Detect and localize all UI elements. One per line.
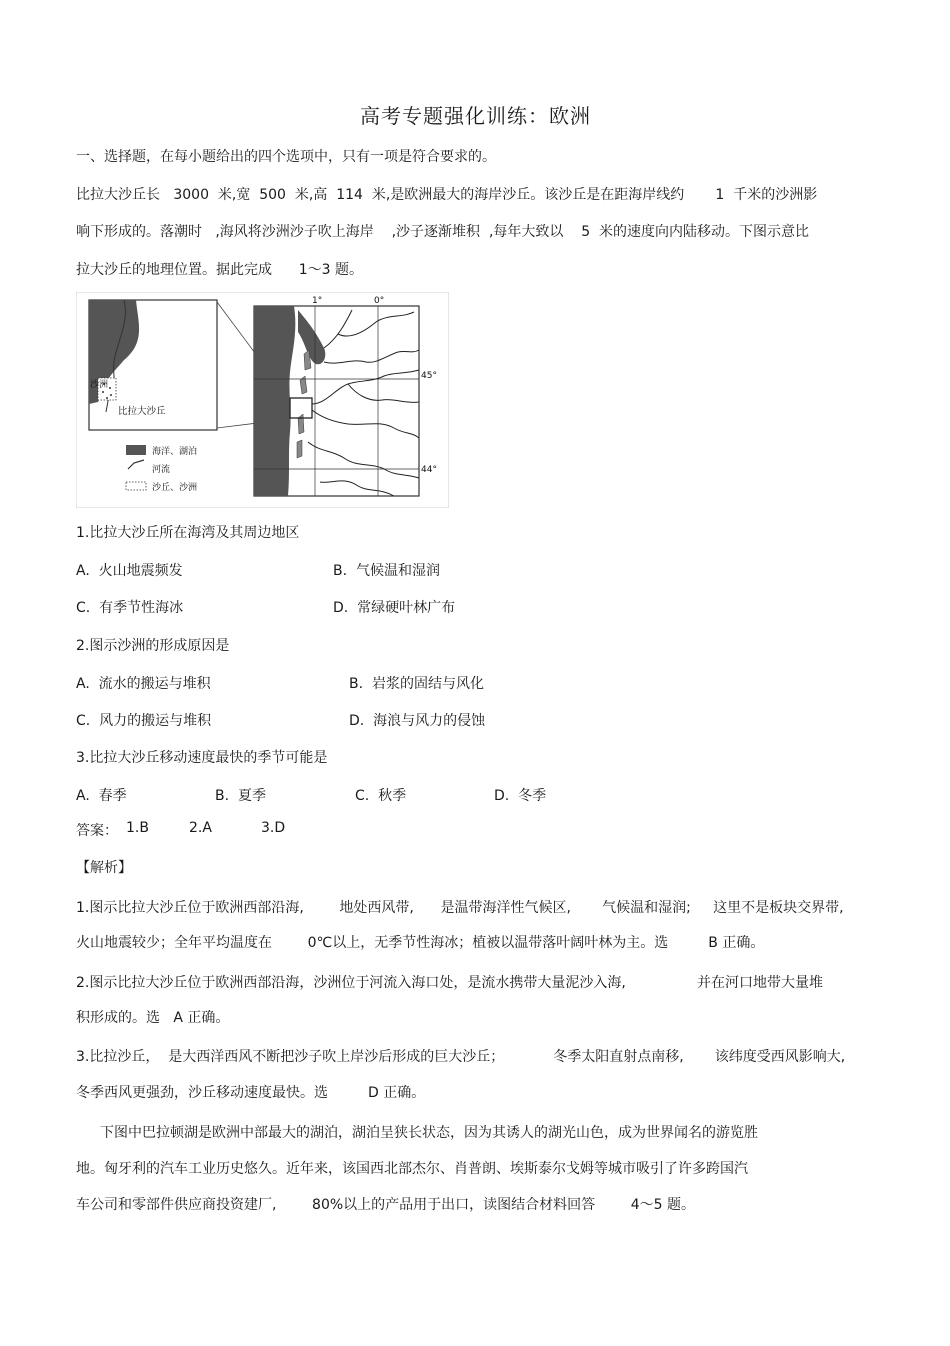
section-heading: 一、选择题，在每小题给出的四个选项中，只有一项是符合要求的。 bbox=[76, 149, 496, 165]
q2-option-d[interactable]: D. 海浪与风力的侵蚀 bbox=[349, 713, 486, 729]
legend-label-river: 河流 bbox=[152, 465, 171, 475]
analysis-3-line-1: 3.比拉沙丘， 是大西洋西风不断把沙子吹上岸沙后形成的巨大沙丘； 冬季太阳直射点南移, 该纬度受西风影响大, bbox=[76, 1049, 846, 1065]
lat-label-45: 45° bbox=[421, 371, 437, 381]
answer-1: 1.B bbox=[126, 820, 149, 836]
q3-option-d[interactable]: D. 冬季 bbox=[494, 788, 547, 804]
q1-option-c[interactable]: C. 有季节性海冰 bbox=[76, 600, 184, 616]
q1-stem: 1.比拉大沙丘所在海湾及其周边地区 bbox=[76, 525, 300, 541]
inset-map bbox=[89, 300, 217, 430]
legend-swatch-sand bbox=[126, 482, 146, 490]
lon-label-1: 1° bbox=[312, 296, 323, 306]
analysis-2-line-1: 2.图示比拉大沙丘位于欧洲西部沿海，沙洲位于河流入海口处，是流水携带大量泥沙入海, 并在河口地带大量堆 bbox=[76, 975, 824, 991]
analysis-3-line-2: 冬季西风更强劲，沙丘移动速度最快。选 D 正确。 bbox=[76, 1085, 426, 1101]
q2-option-a[interactable]: A. 流水的搬运与堆积 bbox=[76, 676, 211, 692]
passage1-line-2: 响下形成的。落潮时 ,海风将沙洲沙子吹上海岸 ,沙子逐渐堆积 ,每年大致以 5 米的速度向内陆移动。下图示意比 bbox=[76, 224, 810, 240]
q2-option-c[interactable]: C. 风力的搬运与堆积 bbox=[76, 713, 212, 729]
q3-stem: 3.比拉大沙丘移动速度最快的季节可能是 bbox=[76, 750, 328, 766]
q2-option-b[interactable]: B. 岩浆的固结与风化 bbox=[349, 676, 484, 692]
inset-label-sandbar: 沙洲 bbox=[90, 380, 109, 390]
q3-option-b[interactable]: B. 夏季 bbox=[215, 788, 266, 804]
lat-label-44: 44° bbox=[421, 465, 437, 475]
q1-option-a[interactable]: A. 火山地震频发 bbox=[76, 563, 183, 579]
passage2-line-2: 地。匈牙利的汽车工业历史悠久。近年来，该国西北部杰尔、肖普朗、埃斯泰尔戈姆等城市吸引了许多跨国汽 bbox=[76, 1161, 748, 1177]
analysis-heading: 【解析】 bbox=[76, 860, 132, 876]
bila-dune-location-map bbox=[76, 292, 449, 508]
q2-stem: 2.图示沙洲的形成原因是 bbox=[76, 638, 230, 654]
analysis-1-line-1: 1.图示比拉大沙丘位于欧洲西部沿海, 地处西风带, 是温带海洋性气候区, 气候温和湿润; 这里不是板块交界带, bbox=[76, 900, 844, 916]
passage2-line-1: 下图中巴拉顿湖是欧洲中部最大的湖泊，湖泊呈狭长状态，因为其诱人的湖光山色，成为世界闻名的游览胜 bbox=[100, 1125, 758, 1141]
passage2-line-3: 车公司和零部件供应商投资建厂, 80%以上的产品用于出口，读图结合材料回答 4～5 题。 bbox=[76, 1197, 696, 1213]
q1-option-d[interactable]: D. 常绿硬叶林广布 bbox=[333, 600, 456, 616]
passage1-line-1: 比拉大沙丘长 3000 米,宽 500 米,高 114 米,是欧洲最大的海岸沙丘。该沙丘是在距海岸线约 1 千米的沙洲影 bbox=[76, 187, 818, 203]
inset-label-dune: 比拉大沙丘 bbox=[118, 406, 166, 417]
legend-label-sand: 沙丘、沙洲 bbox=[152, 483, 198, 493]
answer-3: 3.D bbox=[261, 820, 286, 836]
q3-option-c[interactable]: C. 秋季 bbox=[355, 788, 407, 804]
legend-label-sea: 海洋、湖泊 bbox=[152, 447, 198, 457]
analysis-2-line-2: 积形成的。选 A 正确。 bbox=[76, 1010, 230, 1026]
lon-label-0: 0° bbox=[374, 296, 385, 306]
legend-swatch-sea bbox=[126, 445, 146, 455]
q3-option-a[interactable]: A. 春季 bbox=[76, 788, 127, 804]
main-map bbox=[254, 296, 437, 496]
answer-2: 2.A bbox=[189, 820, 212, 836]
analysis-1-line-2: 火山地震较少；全年平均温度在 0℃以上，无季节性海冰；植被以温带落叶阔叶林为主。选 B 正确。 bbox=[76, 935, 765, 951]
passage1-line-3: 拉大沙丘的地理位置。据此完成 1～3 题。 bbox=[76, 262, 363, 278]
answers-label: 答案： bbox=[76, 823, 118, 839]
q1-option-b[interactable]: B. 气候温和湿润 bbox=[333, 563, 440, 579]
page-title: 高考专题强化训练：欧洲 bbox=[360, 104, 591, 128]
